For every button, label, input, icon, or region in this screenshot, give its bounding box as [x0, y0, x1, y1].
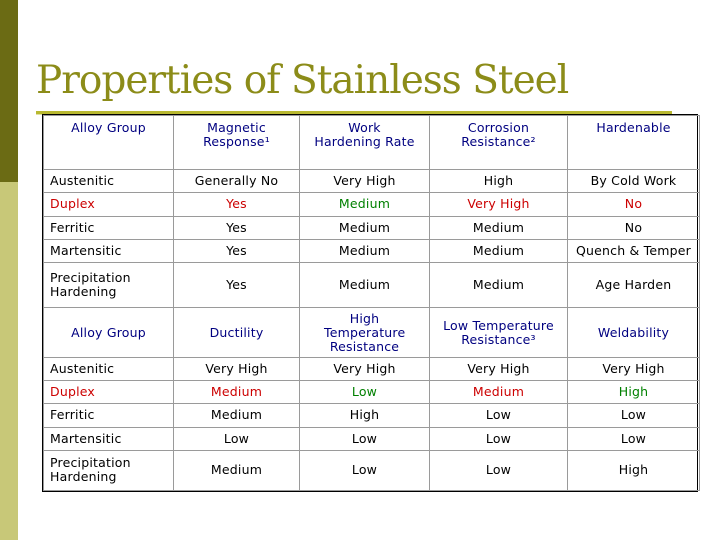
- table1-cell: By Cold Work: [568, 170, 700, 193]
- table1-cell: Quench & Temper: [568, 239, 700, 262]
- table1-cell: Ferritic: [44, 216, 174, 239]
- table2-cell: Medium: [174, 450, 300, 490]
- slide-accent-bar-top: [0, 0, 18, 182]
- table1-cell: No: [568, 193, 700, 216]
- table2-cell: Low: [568, 404, 700, 427]
- table2-header-weldability: Weldability: [568, 307, 700, 357]
- table2-cell: Precipitation Hardening: [44, 450, 174, 490]
- table2-cell: Low: [300, 381, 430, 404]
- page-title: Properties of Stainless Steel: [36, 58, 569, 103]
- table1-cell: Medium: [300, 216, 430, 239]
- table2-row-ferritic: [44, 404, 700, 427]
- table1-cell: Duplex: [44, 193, 174, 216]
- table2-cell: Low: [430, 450, 568, 490]
- table1-cell: Precipitation Hardening: [44, 262, 174, 307]
- table2-cell: Very High: [174, 358, 300, 381]
- table1-row-austenitic: [44, 170, 700, 193]
- table1-cell: Yes: [174, 193, 300, 216]
- table2-cell: Very High: [300, 358, 430, 381]
- table1-header-row: [44, 116, 700, 170]
- table2-cell: Very High: [568, 358, 700, 381]
- table2-cell: Medium: [430, 381, 568, 404]
- table2-row-austenitic: [44, 358, 700, 381]
- table2-row-martensitic: [44, 427, 700, 450]
- table2-cell: Low: [174, 427, 300, 450]
- table1-cell: High: [430, 170, 568, 193]
- table2-cell: Medium: [174, 381, 300, 404]
- table1-header-alloy-group: Alloy Group: [44, 116, 174, 170]
- table2-header-row: [44, 307, 700, 357]
- table2-cell: Ferritic: [44, 404, 174, 427]
- table2-cell: Low: [430, 427, 568, 450]
- table1-row-duplex: [44, 193, 700, 216]
- table2-cell: Martensitic: [44, 427, 174, 450]
- table2-cell: Duplex: [44, 381, 174, 404]
- table1-row-martensitic: [44, 239, 700, 262]
- properties-grid: [43, 115, 700, 491]
- properties-table: [42, 114, 698, 492]
- table2-cell: High: [568, 381, 700, 404]
- table1-cell: Martensitic: [44, 239, 174, 262]
- slide-accent-bar-bottom: [0, 182, 18, 540]
- table2-cell: Low: [568, 427, 700, 450]
- table2-cell: High: [568, 450, 700, 490]
- table1-cell: Very High: [300, 170, 430, 193]
- table1-row-ferritic: [44, 216, 700, 239]
- table2-cell: Austenitic: [44, 358, 174, 381]
- table1-cell: Very High: [430, 193, 568, 216]
- table2-cell: Medium: [174, 404, 300, 427]
- table1-header-magnetic-response: Magnetic Response¹: [174, 116, 300, 170]
- table1-header-corrosion-resistance: Corrosion Resistance²: [430, 116, 568, 170]
- table2-row-duplex: [44, 381, 700, 404]
- table2-cell: Low: [300, 450, 430, 490]
- table1-cell: Medium: [430, 216, 568, 239]
- table1-cell: Generally No: [174, 170, 300, 193]
- table2-cell: High: [300, 404, 430, 427]
- table1-row-precipitation-hardening: [44, 262, 700, 307]
- table1-cell: Medium: [300, 262, 430, 307]
- table1-cell: Medium: [430, 239, 568, 262]
- table1-cell: Yes: [174, 216, 300, 239]
- table2-cell: Low: [300, 427, 430, 450]
- table1-cell: No: [568, 216, 700, 239]
- table2-header-high-temperature-resistance: High Temperature Resistance: [300, 307, 430, 357]
- table1-cell: Yes: [174, 239, 300, 262]
- table1-cell: Medium: [300, 193, 430, 216]
- table1-header-work-hardening-rate: Work Hardening Rate: [300, 116, 430, 170]
- table1-cell: Yes: [174, 262, 300, 307]
- table2-header-low-temperature-resistance: Low Temperature Resistance³: [430, 307, 568, 357]
- table2-cell: Low: [430, 404, 568, 427]
- table1-header-hardenable: Hardenable: [568, 116, 700, 170]
- table2-header-ductility: Ductility: [174, 307, 300, 357]
- table1-cell: Age Harden: [568, 262, 700, 307]
- table1-cell: Medium: [300, 239, 430, 262]
- table2-row-precipitation-hardening: [44, 450, 700, 490]
- table1-cell: Medium: [430, 262, 568, 307]
- table2-header-alloy-group: Alloy Group: [44, 307, 174, 357]
- table2-cell: Very High: [430, 358, 568, 381]
- table1-cell: Austenitic: [44, 170, 174, 193]
